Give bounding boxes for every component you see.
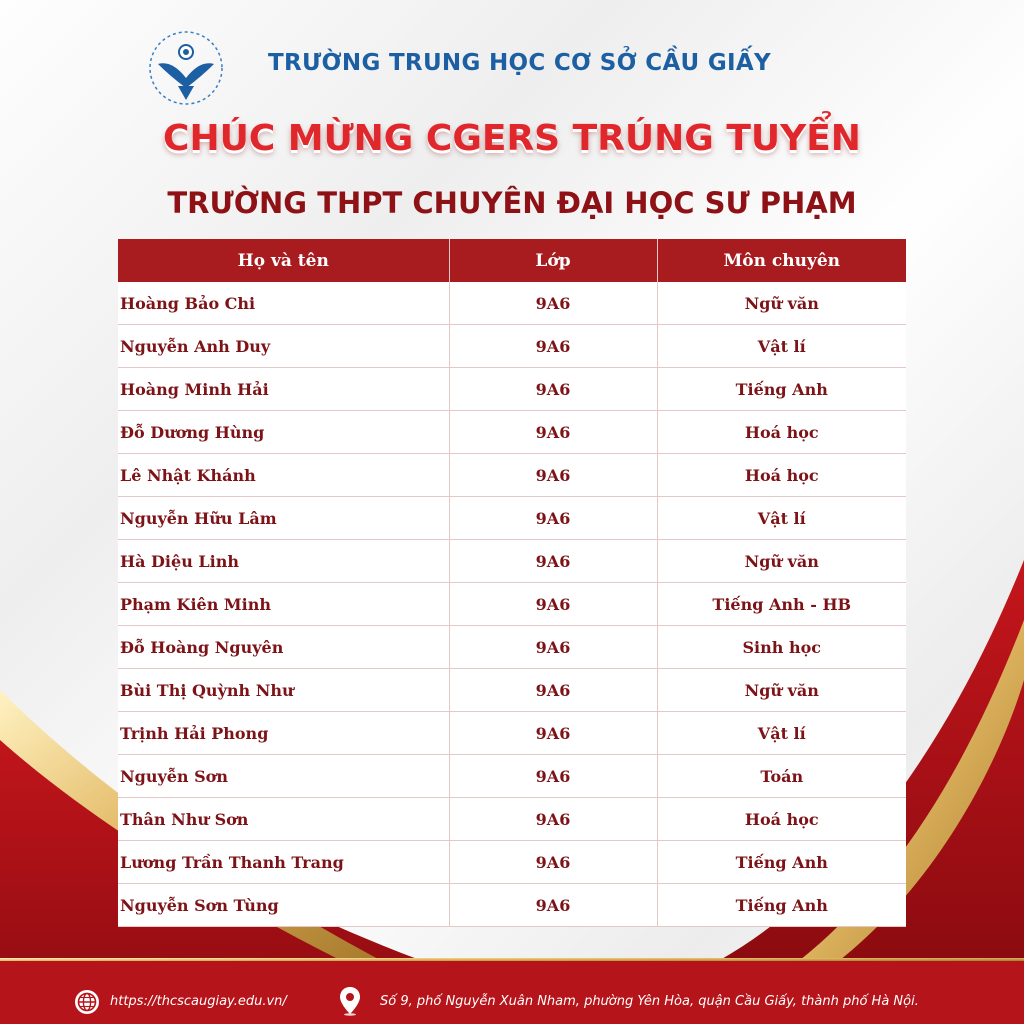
table-row	[118, 411, 906, 454]
class-cell: 9A6	[449, 411, 657, 454]
school-name: TRƯỜNG TRUNG HỌC CƠ SỞ CẦU GIẤY	[268, 50, 771, 76]
subject-cell: Ngữ văn	[657, 540, 906, 583]
subject-cell: Tiếng Anh	[657, 841, 906, 884]
school-logo	[148, 30, 224, 106]
subheadline: TRƯỜNG THPT CHUYÊN ĐẠI HỌC SƯ PHẠM	[167, 186, 857, 220]
class-cell: 9A6	[449, 884, 657, 927]
class-cell: 9A6	[449, 841, 657, 884]
subject-cell: Hoá học	[657, 798, 906, 841]
column-header-subject: Môn chuyên	[657, 239, 906, 282]
column-header-class: Lớp	[449, 239, 657, 282]
subject-cell: Tiếng Anh	[657, 884, 906, 927]
table-row	[118, 282, 906, 325]
headline: CHÚC MỪNG CGERS TRÚNG TUYỂN	[163, 118, 861, 159]
table-row	[118, 669, 906, 712]
subject-cell: Toán	[657, 755, 906, 798]
column-header-name: Họ và tên	[118, 239, 449, 282]
student-name-cell: Nguyễn Sơn	[118, 755, 449, 798]
table-row	[118, 626, 906, 669]
class-cell: 9A6	[449, 325, 657, 368]
class-cell: 9A6	[449, 755, 657, 798]
globe-icon	[74, 989, 100, 1015]
header	[0, 30, 1024, 100]
subject-cell: Vật lí	[657, 712, 906, 755]
subject-cell: Vật lí	[657, 497, 906, 540]
student-name-cell: Đỗ Dương Hùng	[118, 411, 449, 454]
subject-cell: Hoá học	[657, 411, 906, 454]
class-cell: 9A6	[449, 368, 657, 411]
class-cell: 9A6	[449, 626, 657, 669]
student-name-cell: Bùi Thị Quỳnh Như	[118, 669, 449, 712]
table-row	[118, 454, 906, 497]
student-name-cell: Thân Như Sơn	[118, 798, 449, 841]
table-header-row	[118, 239, 906, 282]
class-cell: 9A6	[449, 583, 657, 626]
table-row	[118, 884, 906, 927]
map-pin-icon	[338, 986, 362, 1016]
results-table	[118, 239, 906, 927]
student-name-cell: Hà Diệu Linh	[118, 540, 449, 583]
subject-cell: Ngữ văn	[657, 282, 906, 325]
student-name-cell: Nguyễn Anh Duy	[118, 325, 449, 368]
table-row	[118, 798, 906, 841]
subject-cell: Tiếng Anh - HB	[657, 583, 906, 626]
subject-cell: Ngữ văn	[657, 669, 906, 712]
student-name-cell: Lê Nhật Khánh	[118, 454, 449, 497]
student-name-cell: Hoàng Minh Hải	[118, 368, 449, 411]
table-row	[118, 841, 906, 884]
class-cell: 9A6	[449, 540, 657, 583]
subject-cell: Vật lí	[657, 325, 906, 368]
student-name-cell: Lương Trần Thanh Trang	[118, 841, 449, 884]
subject-cell: Tiếng Anh	[657, 368, 906, 411]
student-name-cell: Nguyễn Hữu Lâm	[118, 497, 449, 540]
class-cell: 9A6	[449, 497, 657, 540]
footer	[0, 980, 1024, 1024]
table-row	[118, 712, 906, 755]
table-row	[118, 540, 906, 583]
table-row	[118, 583, 906, 626]
website-link[interactable]: https://thcscaugiay.edu.vn/	[110, 994, 287, 1009]
subject-cell: Hoá học	[657, 454, 906, 497]
student-name-cell: Trịnh Hải Phong	[118, 712, 449, 755]
class-cell: 9A6	[449, 454, 657, 497]
student-name-cell: Đỗ Hoàng Nguyên	[118, 626, 449, 669]
subject-cell: Sinh học	[657, 626, 906, 669]
admission-table	[118, 239, 906, 927]
class-cell: 9A6	[449, 712, 657, 755]
class-cell: 9A6	[449, 282, 657, 325]
table-row	[118, 755, 906, 798]
table-row	[118, 497, 906, 540]
student-name-cell: Hoàng Bảo Chi	[118, 282, 449, 325]
class-cell: 9A6	[449, 798, 657, 841]
address-text: Số 9, phố Nguyễn Xuân Nham, phường Yên Hòa, quận Cầu Giấy, thành phố Hà Nội.	[380, 994, 919, 1009]
table-row	[118, 325, 906, 368]
student-name-cell: Nguyễn Sơn Tùng	[118, 884, 449, 927]
class-cell: 9A6	[449, 669, 657, 712]
table-row	[118, 368, 906, 411]
student-name-cell: Phạm Kiên Minh	[118, 583, 449, 626]
